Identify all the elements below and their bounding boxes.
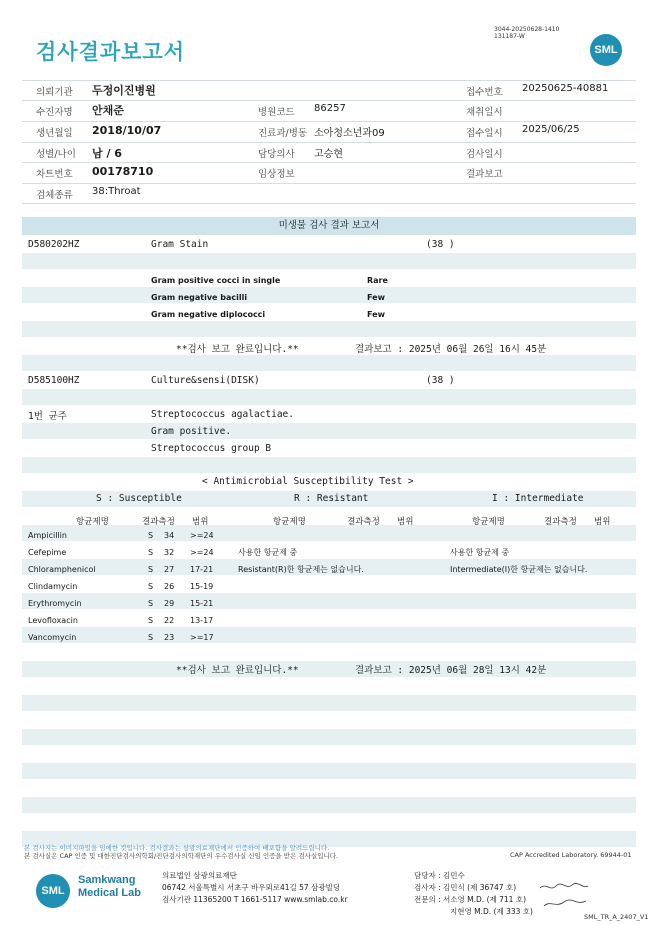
signature-icon [538,882,590,916]
receipt-date-value: 2025/06/25 [522,124,580,135]
ast-sir: S [148,633,154,642]
gram-item-result: Few [367,293,385,302]
culture-test-number: (38 ) [426,375,455,386]
ast-value: 27 [164,565,175,574]
ast-col-range: 범위 [192,517,209,527]
ast-range: >=17 [190,633,214,642]
ast-range: 13-17 [190,616,214,625]
ast-col-result: 결과측정 [544,517,577,527]
form-code: SML_TR_A_2407_V1 [584,913,649,921]
organism-line: Gram positive. [151,426,232,437]
row-band [22,287,636,303]
culture-report-complete: **검사 보고 완료입니다.** [176,665,299,676]
divider [22,80,636,81]
document-id-line1: 3044-20250628-1410 [494,26,560,33]
ast-col-drug: 항균제명 [472,517,505,527]
footer-note-image: 본 검사지는 이미지파일을 임에한 것입니다. 검사결과는 삼광의료재단에서 인증하여 배포함을 알려드립니다. [24,844,330,852]
org-line: 06742 서울특별시 서초구 바우뫼로41길 57 삼광빌딩 [162,883,341,892]
ast-sir: S [148,616,154,625]
ast-value: 34 [164,531,175,540]
ast-value: 32 [164,548,175,557]
gram-report-time: 결과보고 : 2025년 06월 26일 16시 45분 [355,344,547,355]
ast-note-resistant: Resistant(R)한 항균제는 없습니다. [238,565,364,574]
document-id [494,26,559,40]
tester-value: 김민식 (제 36747 호) [443,883,517,892]
ast-range: >=24 [190,531,214,540]
gram-item-result: Few [367,310,385,319]
row-band [22,389,636,405]
row-band [22,797,636,813]
gram-item-name: Gram positive cocci in single [151,276,281,285]
receipt-no-value: 20250625-40881 [522,83,609,94]
specialist-label: 전문의 : [414,895,441,904]
specialist-value: 서소영 M.D. (제 711 호) [443,895,526,904]
divider [22,121,636,122]
ast-range: 15-19 [190,582,214,591]
ast-range: >=24 [190,548,214,557]
divider [22,100,636,101]
sex-age-label: 성별/나이 [36,149,76,160]
ast-note-used: 사용한 항균제 중 [238,548,298,557]
ast-drug: Cefepime [28,548,67,557]
org-name-line2: Medical Lab [78,887,141,899]
ast-value: 26 [164,582,175,591]
ast-range: 17-21 [190,565,214,574]
divider [22,162,636,163]
dept-value: 소아청소년과09 [314,128,385,139]
ast-drug: Chloramphenicol [28,565,96,574]
org-line: 검사기관 11365200 T 1661-5117 www.smlab.co.kr [162,895,348,904]
divider [22,183,636,184]
ast-value: 22 [164,616,175,625]
gram-item-name: Gram negative bacilli [151,293,248,302]
patient-value: 안채준 [92,104,124,117]
row-band [22,253,636,269]
row-band [22,763,636,779]
sml-logo-icon: SML [590,34,622,66]
divider [22,142,636,143]
ast-drug: Levofloxacin [28,616,78,625]
row-band [22,355,636,371]
hospital-code-value: 86257 [314,103,346,114]
staff-value: 김민수 [443,871,465,880]
patient-label: 수진자명 [36,107,73,118]
doctor-label: 담당의사 [258,149,295,160]
ast-sir: S [148,599,154,608]
ast-range: 15-21 [190,599,214,608]
gram-test-name: Gram Stain [151,239,209,250]
document-id-line2: 131187-W [494,33,525,40]
organism-label: 1번 균주 [28,411,67,422]
row-band [22,627,636,643]
staff-label: 담당자 : [414,871,441,880]
row-band [22,695,636,711]
organism-line: Streptococcus group B [151,443,272,454]
ast-legend-intermediate: I : Intermediate [492,493,584,504]
org-address [162,870,348,906]
ast-note-used: 사용한 항균제 중 [450,548,510,557]
institution-label: 의뢰기관 [36,87,73,98]
ast-drug: Erythromycin [28,599,82,608]
gram-test-number: (38 ) [426,239,455,250]
culture-test-code: D585100HZ [28,375,80,386]
tester-label: 검사자 : [414,883,441,892]
test-date-label: 검사일시 [466,149,503,160]
collect-date-label: 채취일시 [466,107,503,118]
sex-age-value: 남 / 6 [92,147,122,160]
ast-drug: Vancomycin [28,633,77,642]
footer-note-cap: 본 검사실은 CAP 인증 및 대한진단검사의학회/진단검사의학재단의 우수검사실 신임 인증을 받은 검사실입니다. [24,852,339,860]
ast-sir: S [148,582,154,591]
specialist-value: 지현영 M.D. (제 333 호) [450,907,533,916]
specimen-value: 38:Throat [92,186,141,197]
ast-sir: S [148,531,154,540]
ast-col-result: 결과측정 [142,517,175,527]
ast-col-range: 범위 [594,517,611,527]
dept-label: 진료과/병동 [258,128,308,139]
row-band [22,729,636,745]
staff-block [414,870,533,918]
chart-no-value: 00178710 [92,165,154,178]
gram-item-name: Gram negative diplococci [151,310,266,319]
culture-test-name: Culture&sensi(DISK) [151,375,260,386]
gram-test-code: D580202HZ [28,239,80,250]
dob-label: 생년월일 [36,128,73,139]
cap-accreditation: CAP Accredited Laboratory. 69944-01 [510,851,632,859]
org-name [78,874,141,900]
org-name-line1: Samkwang [78,874,136,886]
row-band [22,593,636,609]
clinical-info-label: 임상정보 [258,169,295,180]
ast-note-intermediate: Intermediate(I)한 항균제는 없습니다. [450,565,588,574]
divider [22,203,636,204]
report-title: 검사결과보고서 [36,40,186,64]
ast-col-range: 범위 [397,517,414,527]
sml-logo-icon: SML [36,874,70,908]
receipt-date-label: 접수일시 [466,128,503,139]
institution-value: 두정이진병원 [92,84,156,97]
ast-value: 23 [164,633,175,642]
org-line: 의료법인 삼광의료재단 [162,871,237,880]
result-report-label: 결과보고 [466,169,503,180]
chart-no-label: 차트번호 [36,169,73,180]
ast-legend-susceptible: S : Susceptible [96,493,182,504]
ast-sir: S [148,565,154,574]
row-band [22,525,636,541]
row-band [22,423,636,439]
hospital-code-label: 병원코드 [258,107,295,118]
ast-legend-resistant: R : Resistant [294,493,369,504]
gram-item-result: Rare [367,276,388,285]
culture-report-time: 결과보고 : 2025년 06월 28일 13시 42분 [355,665,547,676]
row-band [22,457,636,473]
dob-value: 2018/10/07 [92,124,162,137]
gram-report-complete: **검사 보고 완료입니다.** [176,344,299,355]
ast-col-drug: 항균제명 [76,517,109,527]
ast-title: < Antimicrobial Susceptibility Test > [202,476,414,487]
ast-col-result: 결과측정 [347,517,380,527]
specimen-label: 검체종류 [36,190,73,201]
ast-sir: S [148,548,154,557]
section-title: 미생물 검사 결과 보고서 [22,217,636,235]
ast-drug: Ampicillin [28,531,67,540]
organism-line: Streptococcus agalactiae. [151,409,294,420]
ast-value: 29 [164,599,175,608]
ast-drug: Clindamycin [28,582,78,591]
ast-col-drug: 항균제명 [273,517,306,527]
row-band [22,321,636,337]
doctor-value: 고승현 [314,149,343,160]
receipt-no-label: 접수번호 [466,87,503,98]
